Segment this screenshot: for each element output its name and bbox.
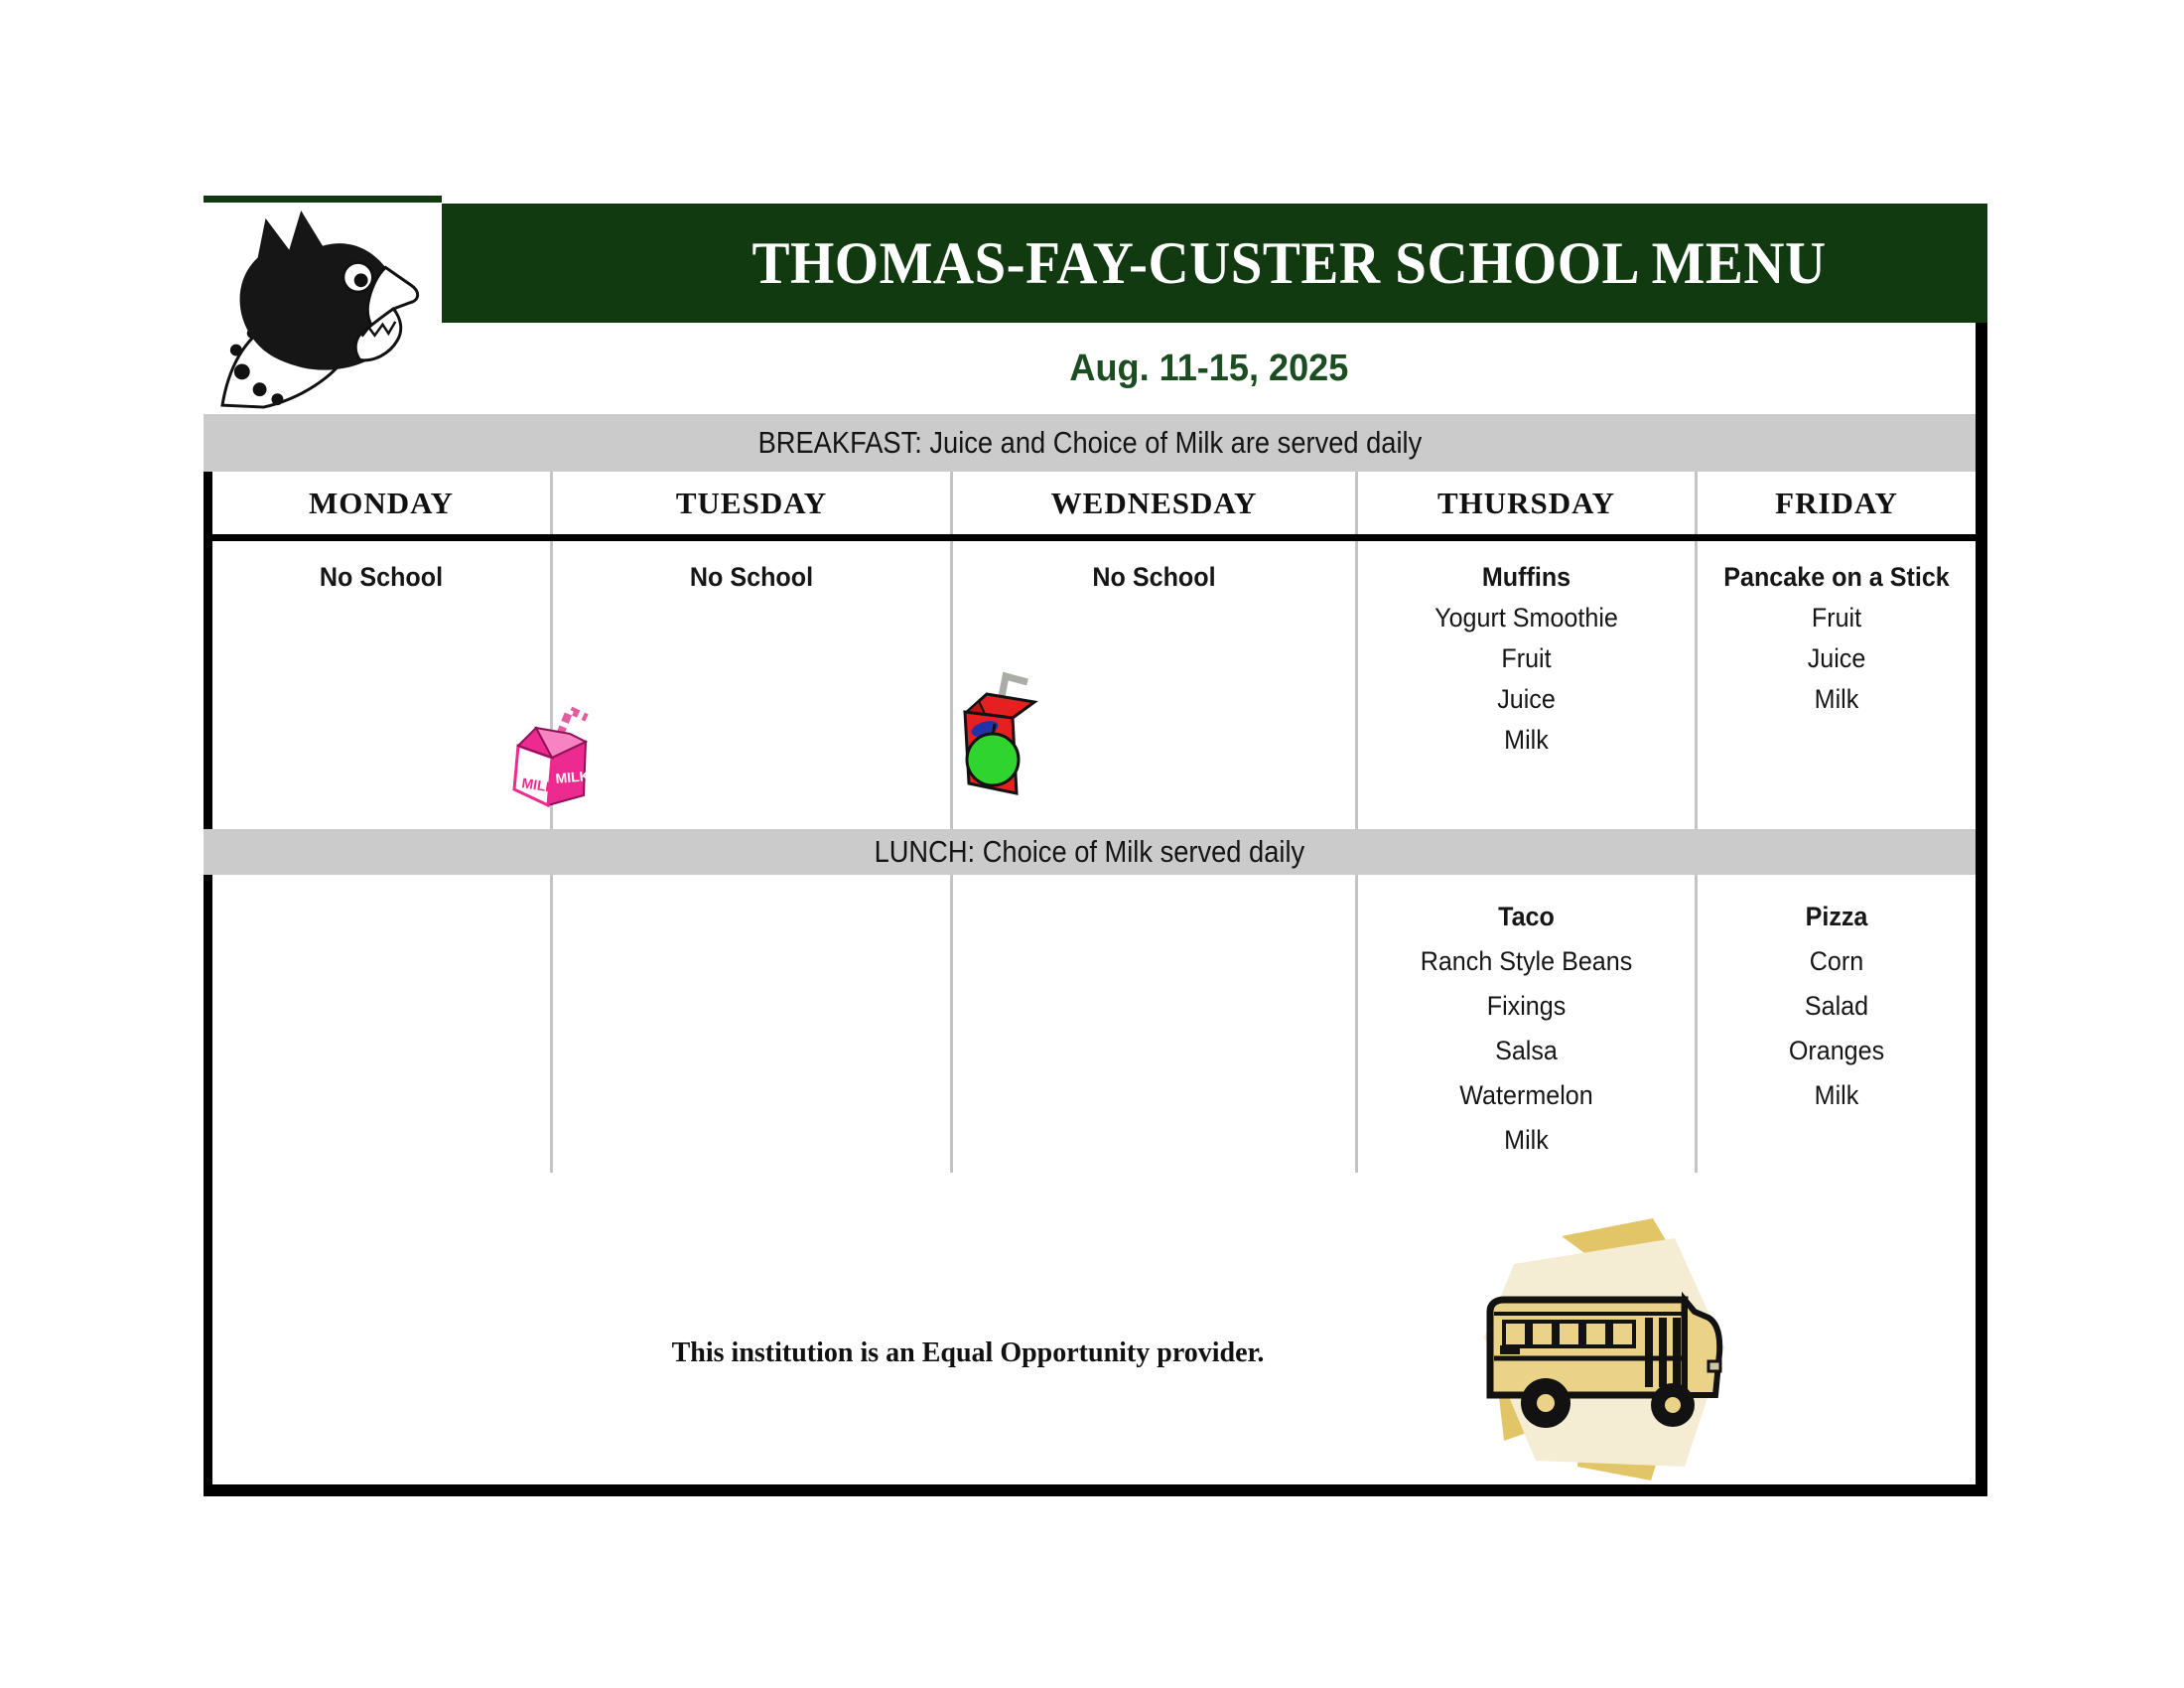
date-row [442, 323, 1976, 414]
table-border-bottom [204, 1484, 1987, 1496]
menu-item: Juice [1497, 684, 1556, 714]
menu-item: Oranges [1788, 1036, 1885, 1065]
menu-item: Pancake on a Stick [1723, 562, 1950, 592]
day-header-thursday: THURSDAY [1436, 485, 1616, 520]
breakfast-thursday-cell [1358, 541, 1695, 829]
menu-item: Milk [1504, 725, 1549, 755]
bus-window [1584, 1322, 1607, 1346]
menu-item: Ranch Style Beans [1420, 946, 1633, 976]
mascot-spot [271, 393, 283, 405]
bus-wheel-hub [1665, 1397, 1681, 1413]
menu-item: Juice [1807, 643, 1866, 673]
menu-item: Fruit [1501, 643, 1552, 673]
menu-item: Taco [1498, 902, 1555, 931]
mascot-spot [230, 345, 242, 356]
menu-sheet [204, 196, 1987, 1499]
bus-hood [1685, 1300, 1719, 1395]
menu-item: Salsa [1495, 1036, 1558, 1065]
bus-door-bar [1659, 1318, 1667, 1387]
breakfast-monday-cell [212, 541, 550, 829]
title-bar [442, 204, 1987, 323]
juice-box-icon [951, 668, 1042, 799]
table-border-left [204, 472, 212, 1496]
bus-door-bar [1645, 1318, 1653, 1387]
lunch-banner [204, 829, 1976, 875]
mascot-spot [253, 382, 267, 396]
bus-window [1611, 1322, 1634, 1346]
menu-item: Yogurt Smoothie [1434, 603, 1618, 633]
milk-label-front: MILK [520, 774, 557, 796]
column-divider [1355, 472, 1358, 534]
day-header-monday: MONDAY [308, 485, 455, 520]
menu-item: Salad [1804, 991, 1869, 1021]
menu-item: Muffins [1481, 562, 1571, 592]
bus-window [1558, 1322, 1580, 1346]
page-title: THOMAS-FAY-CUSTER SCHOOL MENU [751, 229, 1827, 296]
menu-item: Pizza [1805, 902, 1868, 931]
menu-item: Fruit [1811, 603, 1862, 633]
bus-wheel-hub [1537, 1394, 1555, 1412]
milk-label-side: MILK [554, 768, 591, 786]
menu-item: Milk [1814, 1080, 1859, 1110]
menu-item: No School [319, 562, 444, 592]
bus-sign [1500, 1345, 1520, 1354]
lunch-wednesday-cell [953, 875, 1355, 1173]
logo-box [204, 196, 442, 412]
day-header-row [204, 472, 1976, 541]
menu-item: Milk [1814, 684, 1859, 714]
lunch-monday-cell [212, 875, 550, 1173]
menu-week-date: Aug. 11-15, 2025 [1069, 347, 1348, 389]
bus-window [1531, 1322, 1554, 1346]
bus-door-bar [1673, 1318, 1681, 1387]
equal-opportunity-note: This institution is an Equal Opportunity provider. [671, 1337, 1265, 1368]
lunch-tuesday-cell [553, 875, 950, 1173]
lunch-friday-cell [1698, 875, 1976, 1173]
day-header-wednesday: WEDNESDAY [1050, 485, 1258, 520]
column-divider [550, 472, 553, 534]
lunch-banner-text: LUNCH: Choice of Milk served daily [874, 834, 1305, 869]
table-border-right [1976, 323, 1987, 1496]
breakfast-banner-text: BREAKFAST: Juice and Choice of Milk are served daily [757, 425, 1422, 460]
lunch-row [204, 875, 1976, 1173]
bus-window [1504, 1322, 1527, 1346]
menu-item: Fixings [1486, 991, 1567, 1021]
breakfast-row [204, 541, 1976, 829]
apple [967, 734, 1019, 785]
day-header-tuesday: TUESDAY [675, 485, 828, 520]
school-bus-icon [1474, 1216, 1737, 1486]
column-divider [950, 472, 953, 534]
milk-carton-icon [506, 700, 601, 811]
menu-item: No School [689, 562, 814, 592]
menu-item: Milk [1504, 1125, 1549, 1155]
lunch-thursday-cell [1358, 875, 1695, 1173]
breakfast-tuesday-cell [553, 541, 950, 829]
mascot-dog-logo [204, 205, 442, 413]
bus-headlight [1708, 1361, 1720, 1371]
breakfast-friday-cell [1698, 541, 1976, 829]
day-header-friday: FRIDAY [1775, 485, 1898, 520]
mascot-pupil [354, 273, 368, 287]
breakfast-banner [204, 414, 1976, 472]
mascot-spot [234, 363, 250, 379]
menu-item: Watermelon [1459, 1080, 1593, 1110]
menu-item: Corn [1809, 946, 1864, 976]
column-divider [1695, 472, 1698, 534]
menu-item: No School [1092, 562, 1216, 592]
